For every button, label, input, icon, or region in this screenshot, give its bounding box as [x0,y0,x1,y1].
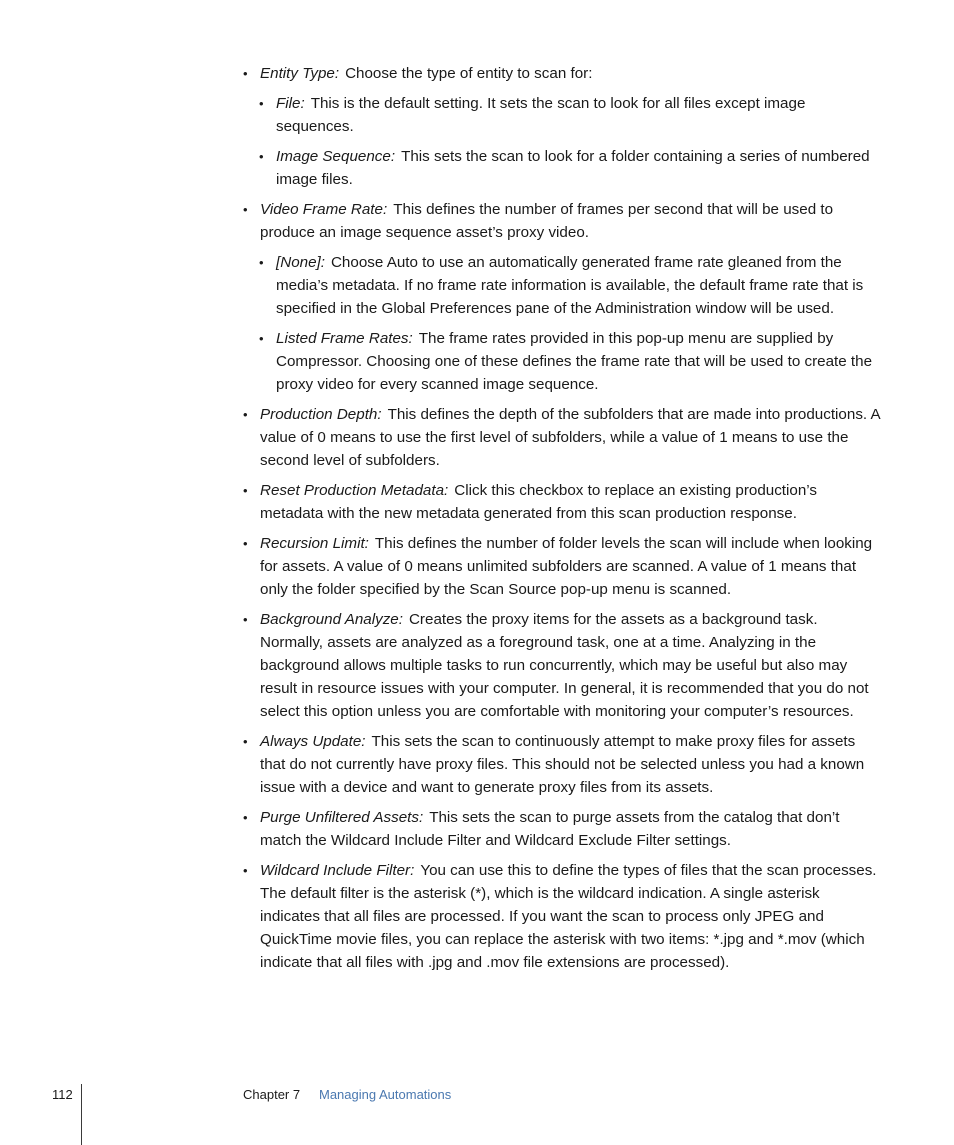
bullet: • [243,536,248,551]
list-item-listed-frame-rates [259,327,883,396]
list-item-wildcard-include-filter [243,859,883,974]
document-body [243,62,883,981]
list-item-file [259,92,883,138]
bullet: • [259,255,264,270]
list-item-recursion-limit [243,532,883,601]
term-listed-frame-rates: Listed Frame Rates: [276,330,413,347]
list-item-purge-unfiltered-assets [243,806,883,852]
list-item-reset-production-metadata [243,479,883,525]
description: This sets the scan to purge assets from the catalog that don’t match the Wildcard Include Filter and Wildcard Exclude Filter settings. [260,809,840,849]
term-video-frame-rate: Video Frame Rate: [260,201,388,218]
term-purge-unfiltered-assets: Purge Unfiltered Assets: [260,809,424,826]
description: This defines the number of folder levels the scan will include when looking for assets. A value of 0 means unlimited subfolders are scanned. A value of 1 means that only the folder specified by the Scan Source pop-up menu is scanned. [260,535,873,598]
term-recursion-limit: Recursion Limit: [260,535,369,552]
list-item-none [259,251,883,320]
description: This sets the scan to look for a folder containing a series of numbered image files. [276,148,870,188]
term-wildcard-include-filter: Wildcard Include Filter: [260,862,415,879]
term-reset-production-metadata: Reset Production Metadata: [260,482,449,499]
term-background-analyze: Background Analyze: [260,611,403,628]
term-production-depth: Production Depth: [260,406,382,423]
description: Creates the proxy items for the assets as a background task. Normally, assets are analyzed as a foreground task, one at a time. Analyzing in the background allows multiple tasks to run concurrently, which may be useful but also may result in resource issues with your computer. In general, it is recommended that you do not select this option unless you are comfortable with monitoring your computer’s resources. [260,611,869,720]
list-item-background-analyze [243,608,883,723]
description: Choose Auto to use an automatically generated frame rate gleaned from the media’s metadata. If no frame rate information is available, the default frame rate that is specified in the Global Preferences pane of the Administration window will be used. [276,254,864,317]
bullet: • [259,149,264,164]
description: The frame rates provided in this pop-up menu are supplied by Compressor. Choosing one of these defines the frame rate that will be used to create the proxy video for every scanned image sequence. [276,330,873,393]
description: You can use this to define the types of files that the scan processes. The default filter is the asterisk (*), which is the wildcard indication. A single asterisk indicates that all files are processed. If you want the scan to process only JPEG and QuickTime movie files, you can replace the asterisk with two items: *.jpg and *.mov (which indicate that all files with .jpg and .mov file extensions are processed). [260,862,877,971]
bullet: • [243,810,248,825]
footer-divider [81,1084,82,1145]
bullet: • [243,407,248,422]
list-item-production-depth [243,403,883,472]
bullet: • [243,483,248,498]
description: This defines the depth of the subfolders that are made into productions. A value of 0 means to use the first level of subfolders, while a value of 1 means to use the second level of subfolders. [260,406,880,469]
term-image-sequence: Image Sequence: [276,148,396,165]
description: Click this checkbox to replace an existing production’s metadata with the new metadata generated from this scan production response. [260,482,817,522]
bullet: • [243,202,248,217]
term-none: [None]: [276,254,325,271]
bullet: • [243,863,248,878]
term-entity-type: Entity Type: [260,65,340,82]
bullet: • [259,96,264,111]
page-number: 112 [52,1087,73,1102]
list-item-image-sequence [259,145,883,191]
list-item-video-frame-rate [243,198,883,244]
description: This is the default setting. It sets the scan to look for all files except image sequences. [276,95,806,135]
term-file: File: [276,95,305,112]
bullet: • [243,734,248,749]
description: This defines the number of frames per second that will be used to produce an image sequence asset’s proxy video. [260,201,834,241]
bullet: • [259,331,264,346]
list-item-entity-type [243,62,883,85]
term-always-update: Always Update: [260,733,366,750]
chapter-title: Managing Automations [319,1087,452,1102]
bullet: • [243,612,248,627]
chapter-label: Chapter 7 [243,1087,301,1102]
description: Choose the type of entity to scan for: [345,65,593,82]
description: This sets the scan to continuously attempt to make proxy files for assets that do not currently have proxy files. This should not be selected unless you had a known issue with a device and want to generate proxy files from its assets. [260,733,865,796]
list-item-always-update [243,730,883,799]
bullet: • [243,66,248,81]
